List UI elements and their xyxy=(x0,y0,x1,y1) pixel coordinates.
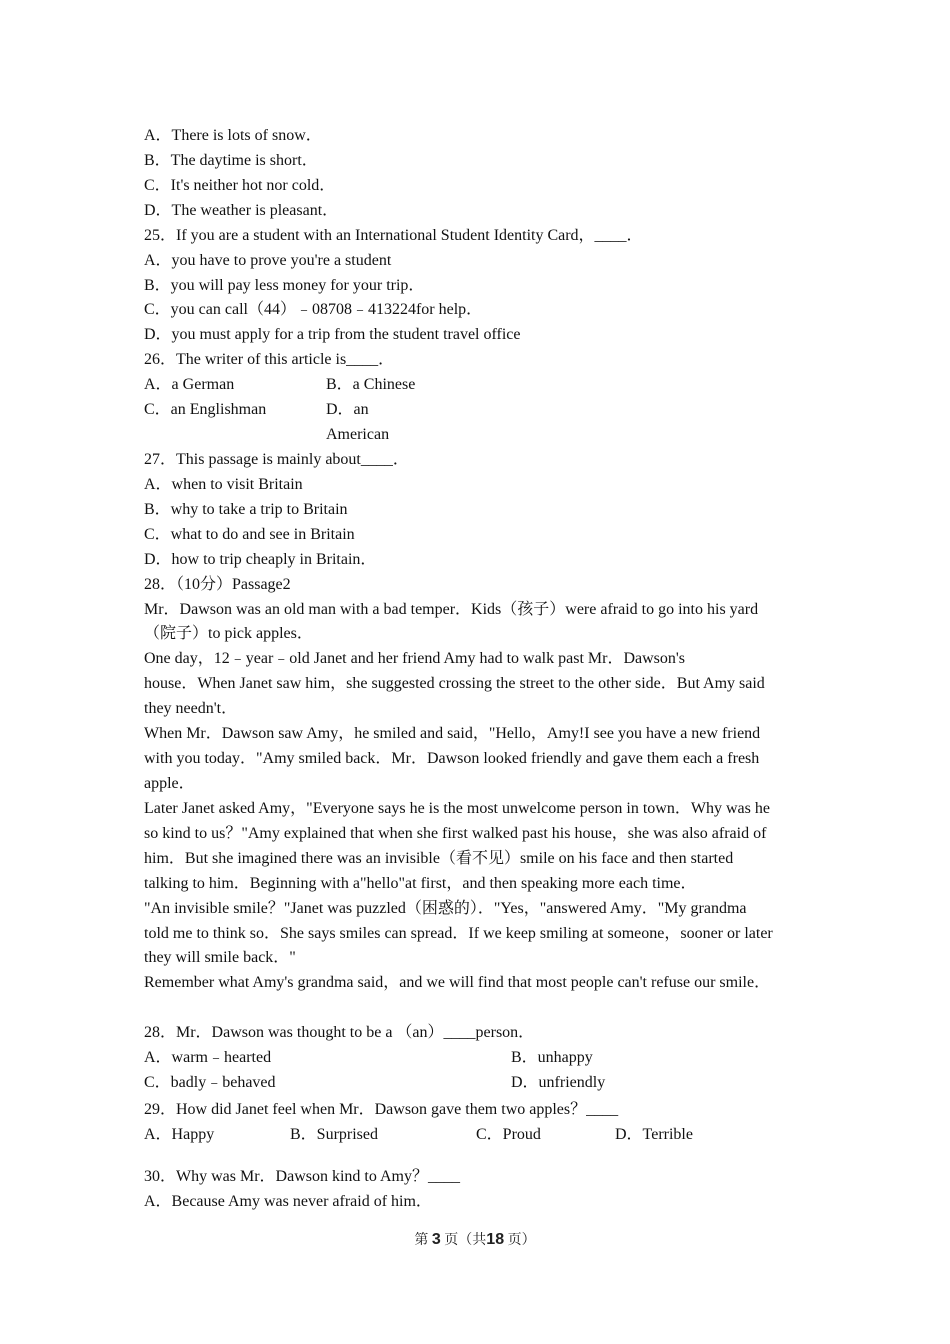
text-line: D．you must apply for a trip from the student travel office xyxy=(144,326,521,344)
option-row xyxy=(144,398,814,423)
text-line: 29．How did Janet feel when Mr．Dawson gave them two apples？____ xyxy=(144,1100,619,1118)
option: D．Terrible xyxy=(615,1125,693,1143)
text-line: told me to think so．She says smiles can spread．If we keep smiling at someone，sooner or later xyxy=(144,924,773,942)
option: B．unhappy xyxy=(511,1049,593,1067)
text-line: 28．（10分）Passage2 xyxy=(144,575,291,593)
document-body xyxy=(144,124,814,1215)
text-line: talking to him．Beginning with a"hello"at first，and then speaking more each time． xyxy=(144,874,697,892)
option: C．an Englishman xyxy=(144,401,267,419)
text-line: One day，12﹣year﹣old Janet and her friend Amy had to walk past Mr．Dawson's xyxy=(144,650,685,668)
footer-suffix: 页） xyxy=(507,1233,536,1248)
option-row xyxy=(144,1123,814,1148)
option-row xyxy=(144,423,814,448)
text-line: D．The weather is pleasant． xyxy=(144,201,339,219)
option: D．unfriendly xyxy=(511,1074,606,1092)
text-line: A．There is lots of snow． xyxy=(144,127,322,144)
text-line: with you today．"Amy smiled back．Mr．Dawson looked friendly and gave them each a fresh xyxy=(144,750,760,768)
blank-line xyxy=(144,996,814,1021)
text-line: C．you can call（44）﹣08708﹣413224for help． xyxy=(144,301,483,319)
text-line: apple． xyxy=(144,774,195,792)
text-line: A．when to visit Britain xyxy=(144,475,303,493)
page-footer xyxy=(0,1229,950,1249)
text-line: （院子）to pick apples． xyxy=(144,625,313,643)
text-line: 25．If you are a student with an International Student Identity Card，____． xyxy=(144,226,643,244)
footer-prefix: 第 xyxy=(414,1233,429,1248)
option: A．Happy xyxy=(144,1125,215,1143)
option: B．Surprised xyxy=(290,1125,379,1143)
option: C．badly﹣behaved xyxy=(144,1074,276,1092)
option: A．a German xyxy=(144,376,235,394)
text-line: house．When Janet saw him，she suggested crossing the street to the other side．But Amy said xyxy=(144,675,765,693)
text-line: 28．Mr．Dawson was thought to be a （an）____person． xyxy=(144,1024,535,1042)
text-line: Mr．Dawson was an old man with a bad temper．Kids（孩子）were afraid to go into his yard xyxy=(144,600,759,618)
text-line: so kind to us？"Amy explained that when she first walked past his house，she was also afraid of xyxy=(144,824,767,842)
text-line: D．how to trip cheaply in Britain． xyxy=(144,550,377,568)
option: C．Proud xyxy=(476,1125,541,1143)
text-line: A．you have to prove you're a student xyxy=(144,251,392,269)
text-line: 26．The writer of this article is____． xyxy=(144,351,395,369)
footer-middle: 页（共 xyxy=(444,1233,487,1248)
text-line: B．The daytime is short． xyxy=(144,151,318,169)
option: B．a Chinese xyxy=(326,376,416,394)
text-line: "An invisible smile？"Janet was puzzled（困惑的）．"Yes，"answered Amy．"My grandma xyxy=(144,899,747,917)
option-row xyxy=(144,1071,814,1096)
text-line: When Mr．Dawson saw Amy，he smiled and said，"Hello，Amy!I see you have a new friend xyxy=(144,725,761,743)
current-page-number: 3 xyxy=(431,1231,441,1248)
option-row xyxy=(144,1046,814,1071)
text-line: Remember what Amy's grandma said，and we will find that most people can't refuse our smile． xyxy=(144,974,771,992)
text-line: A．Because Amy was never afraid of him． xyxy=(144,1192,432,1210)
option: American xyxy=(326,426,390,444)
text-line: B．you will pay less money for your trip． xyxy=(144,276,425,294)
option: D．an xyxy=(326,401,369,419)
text-line: they needn't． xyxy=(144,700,238,718)
total-pages: 18 xyxy=(486,1231,505,1248)
text-line: B．why to take a trip to Britain xyxy=(144,500,348,518)
option-row xyxy=(144,373,814,398)
option: A．warm﹣hearted xyxy=(144,1049,272,1067)
text-line: 27．This passage is mainly about____． xyxy=(144,450,409,468)
text-line: C．what to do and see in Britain xyxy=(144,525,355,543)
text-line: 30．Why was Mr．Dawson kind to Amy？____ xyxy=(144,1167,460,1185)
text-line: they will smile back．" xyxy=(144,949,296,967)
text-line: Later Janet asked Amy，"Everyone says he is the most unwelcome person in town．Why was he xyxy=(144,799,770,817)
text-line: C．It's neither hot nor cold． xyxy=(144,176,336,194)
text-line: him．But she imagined there was an invisible（看不见）smile on his face and then started xyxy=(144,849,734,867)
